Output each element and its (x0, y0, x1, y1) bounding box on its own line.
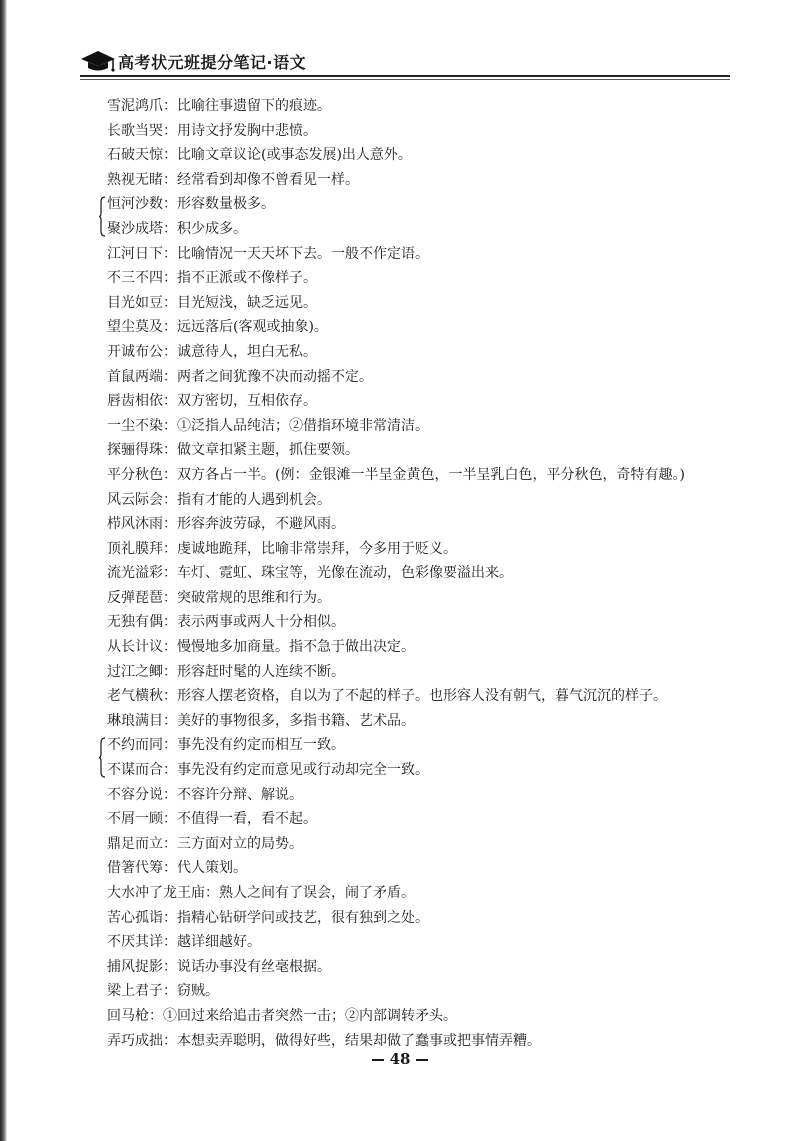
idiom-term: 从长计议 (107, 639, 163, 656)
list-item (107, 94, 787, 119)
idiom-term: 石破天惊 (107, 147, 163, 164)
separator: ： (163, 663, 177, 680)
page-number-dash (372, 1059, 384, 1061)
idiom-definition: 形容人摆老资格，自以为了不起的样子。也形容人没有朝气，暮气沉沉的样子。 (177, 688, 667, 705)
idiom-term: 过江之鲫 (107, 663, 163, 680)
idiom-definition: 事先没有约定而意见或行动却完全一致。 (177, 762, 429, 779)
list-item (107, 537, 787, 562)
idiom-definition: 形容数量极多。 (177, 196, 275, 213)
idiom-term: 琳琅满目 (107, 712, 163, 729)
list-item (107, 856, 787, 881)
separator: ： (163, 712, 177, 729)
idiom-definition: 表示两事或两人十分相似。 (177, 614, 345, 631)
idiom-term: 恒河沙数 (107, 196, 163, 213)
idiom-definition: 比喻往事遗留下的痕迹。 (177, 98, 331, 114)
list-item (107, 930, 787, 955)
separator: ： (163, 835, 177, 852)
idiom-definition: 突破常规的思维和行为。 (177, 589, 331, 606)
idiom-definition: 窃贼。 (177, 983, 219, 1000)
idiom-term: 不约而同 (107, 737, 163, 754)
list-item (107, 192, 787, 217)
separator: ： (163, 122, 177, 139)
idiom-term: 熟视无睹 (107, 171, 163, 188)
separator: ： (163, 688, 177, 705)
list-item (107, 758, 787, 783)
idiom-term: 不厌其详 (107, 934, 163, 951)
idiom-definition: 远远落后(客观或抽象)。 (177, 319, 328, 336)
list-item (107, 610, 787, 635)
idiom-term: 流光溢彩 (107, 565, 163, 582)
list-item (107, 586, 787, 611)
page-number-dash (416, 1059, 428, 1061)
list-item (107, 733, 787, 758)
idiom-definition: 指不正派或不像样子。 (177, 270, 317, 287)
idiom-term: 不屑一顾 (107, 811, 163, 828)
separator: ： (163, 442, 177, 459)
idiom-definition: 慢慢地多加商量。指不急于做出决定。 (177, 639, 415, 656)
idiom-term: 栉风沐雨 (107, 516, 163, 533)
list-item (107, 660, 787, 685)
separator: ： (163, 147, 177, 164)
idiom-term: 探骊得珠 (107, 442, 163, 459)
idiom-term: 顶礼膜拜 (107, 540, 163, 557)
idiom-definition: 虔诚地跪拜，比喻非常崇拜，今多用于贬义。 (177, 540, 457, 557)
header-title: 高考状元班提分笔记·语文 (118, 53, 307, 72)
page-header (80, 46, 730, 76)
idiom-definition: 比喻文章议论(或事态发展)出人意外。 (177, 147, 412, 164)
list-item (107, 807, 787, 832)
idiom-term: 借箸代筹 (107, 860, 163, 877)
idiom-definition: 比喻情况一天天坏下去。一般不作定语。 (177, 245, 429, 262)
separator: ： (163, 614, 177, 631)
idiom-pair (107, 192, 787, 241)
separator: ： (163, 98, 177, 114)
separator: ： (163, 786, 177, 803)
idiom-term: 平分秋色 (107, 466, 163, 483)
separator: ： (163, 294, 177, 311)
idiom-term: 大水冲了龙王庙 (107, 885, 205, 901)
list-item (107, 979, 787, 1004)
separator: ： (163, 540, 177, 557)
list-item (107, 217, 787, 242)
separator: ： (163, 737, 177, 754)
separator: ： (163, 958, 177, 975)
idiom-term: 梁上君子 (107, 983, 163, 1000)
idiom-term: 老气横秋 (107, 688, 163, 705)
idiom-term: 开诚布公 (107, 343, 163, 360)
idiom-definition: 用诗文抒发胸中悲愤。 (177, 122, 317, 139)
idiom-term: 不三不四 (107, 270, 163, 287)
list-item (107, 906, 787, 931)
list-item (107, 635, 787, 660)
idiom-definition: ①回过来给追击者突然一击；②内部调转矛头。 (163, 1007, 457, 1024)
idiom-definition: 做文章扣紧主题，抓住要领。 (177, 442, 359, 459)
separator: ： (163, 983, 177, 1000)
list-item (107, 143, 787, 168)
list-item (107, 463, 787, 488)
idiom-definition: 不值得一看，看不起。 (177, 811, 317, 828)
idiom-definition: 本想卖弄聪明，做得好些，结果却做了蠢事或把事情弄糟。 (177, 1032, 541, 1049)
separator: ： (163, 245, 177, 262)
list-item (107, 684, 787, 709)
idiom-definition: 指有才能的人遇到机会。 (177, 491, 331, 508)
separator: ： (163, 860, 177, 877)
page-number-text: 48 (389, 1050, 411, 1068)
separator: ： (205, 885, 219, 901)
separator: ： (163, 196, 177, 213)
idiom-term: 首鼠两端 (107, 368, 163, 385)
idiom-term: 一尘不染 (107, 417, 163, 434)
list-item (107, 1004, 787, 1029)
separator: ： (163, 909, 177, 926)
separator: ： (163, 516, 177, 533)
list-item (107, 365, 787, 390)
list-item (107, 315, 787, 340)
idiom-definition: 不容许分辩、解说。 (177, 786, 303, 803)
idiom-definition: 双方各占一半。(例：金银滩一半呈金黄色，一半呈乳白色，平分秋色，奇特有趣。) (177, 466, 685, 483)
idiom-term: 聚沙成塔 (107, 220, 163, 237)
idiom-term: 目光如豆 (107, 294, 163, 311)
idiom-definition: 熟人之间有了误会，闹了矛盾。 (219, 885, 415, 901)
separator: ： (163, 589, 177, 606)
idiom-term: 望尘莫及 (107, 319, 163, 336)
idiom-definition: 两者之间犹豫不决而动摇不定。 (177, 368, 373, 385)
separator: ： (149, 1007, 163, 1024)
list-item (107, 488, 787, 513)
idiom-term: 鼎足而立 (107, 835, 163, 852)
idiom-definition: 指精心钻研学问或技艺，很有独到之处。 (177, 909, 429, 926)
separator: ： (163, 491, 177, 508)
idiom-term: 弄巧成拙 (107, 1032, 163, 1049)
separator: ： (163, 393, 177, 410)
idiom-term: 苦心孤诣 (107, 909, 163, 926)
idiom-definition: 经常看到却像不曾看见一样。 (177, 171, 359, 188)
page-number (0, 1050, 800, 1068)
idiom-term: 唇齿相依 (107, 393, 163, 410)
brace-icon (99, 737, 106, 778)
separator: ： (163, 343, 177, 360)
idiom-term: 回马枪 (107, 1007, 149, 1024)
idiom-definition: 目光短浅，缺乏远见。 (177, 294, 317, 311)
separator: ： (163, 319, 177, 336)
header-rule (80, 75, 730, 77)
separator: ： (163, 466, 177, 483)
idiom-term: 捕风捉影 (107, 958, 163, 975)
idiom-definition: 形容赶时髦的人连续不断。 (177, 663, 345, 680)
idiom-definition: 车灯、霓虹、珠宝等，光像在流动，色彩像要溢出来。 (177, 565, 513, 582)
separator: ： (163, 565, 177, 582)
idiom-definition: 形容奔波劳碌，不避风雨。 (177, 516, 345, 533)
separator: ： (163, 1032, 177, 1049)
separator: ： (163, 639, 177, 656)
separator: ： (163, 417, 177, 434)
idiom-definition: 事先没有约定而相互一致。 (177, 737, 345, 754)
idiom-term: 长歌当哭 (107, 122, 163, 139)
separator: ： (163, 811, 177, 828)
idiom-definition: 积少成多。 (177, 220, 247, 237)
list-item (107, 955, 787, 980)
idiom-definition: 说话办事没有丝毫根据。 (177, 958, 331, 975)
list-item (107, 291, 787, 316)
brace-icon (99, 196, 106, 237)
idiom-definition: 三方面对立的局势。 (177, 835, 303, 852)
separator: ： (163, 934, 177, 951)
graduation-cap-icon (80, 49, 116, 73)
idiom-definition: 美好的事物很多，多指书籍、艺术品。 (177, 712, 415, 729)
idiom-term: 不谋而合 (107, 762, 163, 779)
idiom-term: 风云际会 (107, 491, 163, 508)
list-item (107, 512, 787, 537)
idiom-definition: 双方密切，互相依存。 (177, 393, 317, 410)
separator: ： (163, 762, 177, 779)
idiom-term: 无独有偶 (107, 614, 163, 631)
list-item (107, 832, 787, 857)
list-item (107, 561, 787, 586)
list-item (107, 709, 787, 734)
idiom-pair (107, 733, 787, 782)
list-item (107, 881, 787, 906)
idiom-definition: 诚意待人，坦白无私。 (177, 343, 317, 360)
list-item (107, 340, 787, 365)
book-spine-edge (0, 0, 7, 1141)
idiom-term: 反弹琵琶 (107, 589, 163, 606)
idiom-list (107, 94, 787, 1053)
idiom-term: 雪泥鸿爪 (107, 98, 163, 114)
header-rule-thin (80, 79, 730, 80)
list-item (107, 119, 787, 144)
separator: ： (163, 368, 177, 385)
separator: ： (163, 220, 177, 237)
idiom-definition: ①泛指人品纯洁；②借指环境非常清洁。 (177, 417, 429, 434)
idiom-term: 不容分说 (107, 786, 163, 803)
list-item (107, 783, 787, 808)
list-item (107, 242, 787, 267)
list-item (107, 389, 787, 414)
list-item (107, 438, 787, 463)
idiom-term: 江河日下 (107, 245, 163, 262)
separator: ： (163, 171, 177, 188)
idiom-definition: 代人策划。 (177, 860, 247, 877)
list-item (107, 414, 787, 439)
list-item (107, 168, 787, 193)
list-item (107, 266, 787, 291)
separator: ： (163, 270, 177, 287)
idiom-definition: 越详细越好。 (177, 934, 261, 951)
